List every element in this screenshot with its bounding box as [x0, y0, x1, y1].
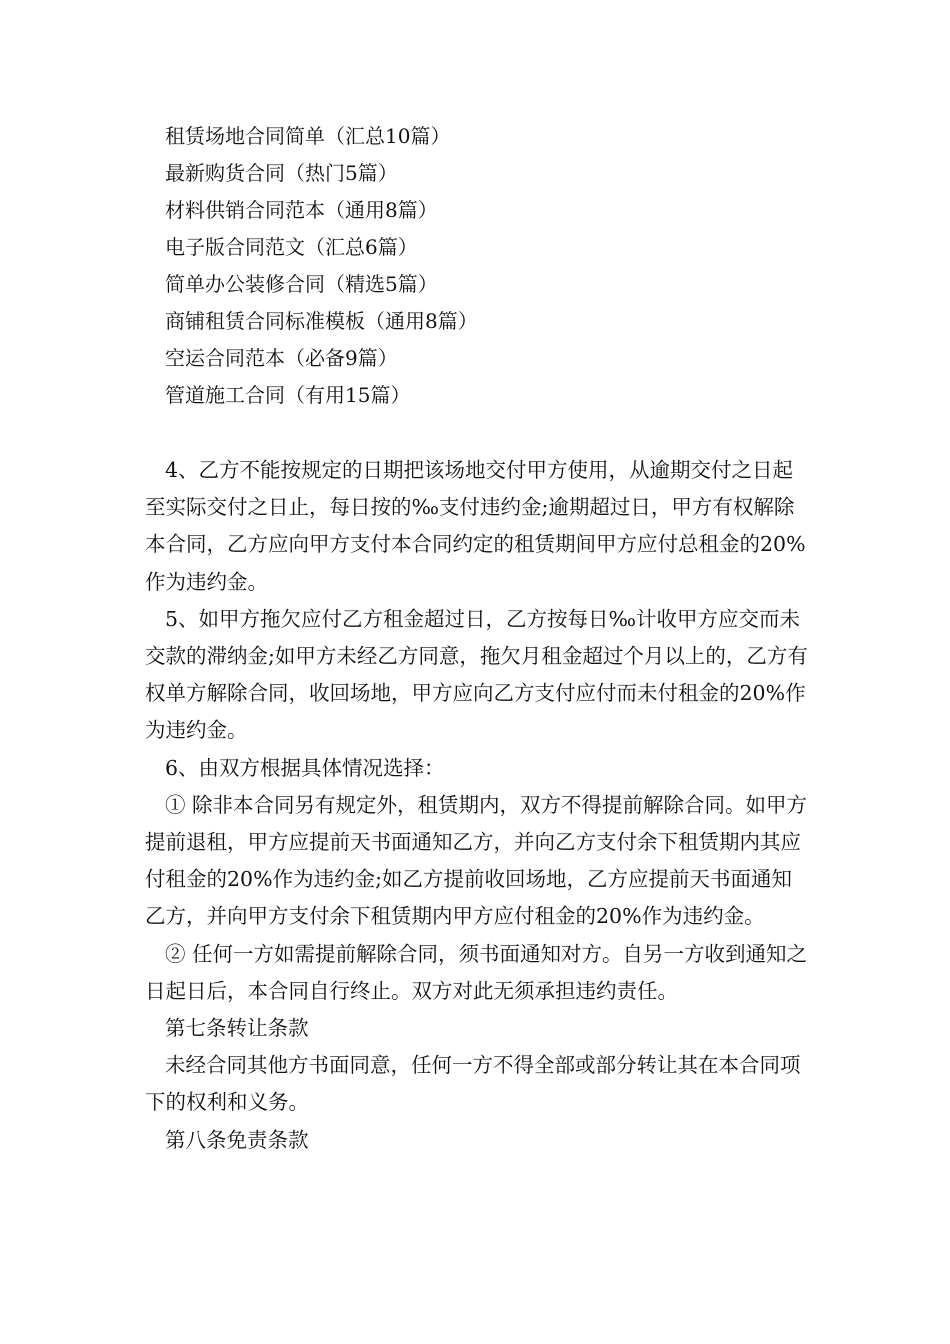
related-link-3[interactable]: 材料供销合同范本（通用8篇）: [165, 198, 438, 222]
related-link-2[interactable]: 最新购货合同（热门5篇）: [165, 161, 398, 185]
related-contracts-list: [165, 118, 478, 414]
related-link-5[interactable]: 简单办公装修合同（精选5篇）: [165, 272, 438, 296]
article-7-title: 第七条转让条款: [165, 1016, 309, 1041]
clause-4: 4、乙方不能按规定的日期把该场地交付甲方使用，从逾期交付之日起至实际交付之日止，每日按的‰支付违约金;逾期超过日，甲方有权解除本合同，乙方应向甲方支付本合同约定的租赁期间甲方应付总租金的20%作为违约金。: [145, 458, 806, 594]
related-link-4[interactable]: 电子版合同范文（汇总6篇）: [165, 235, 418, 259]
article-8-title: 第八条免责条款: [165, 1127, 309, 1152]
contract-body: [145, 452, 809, 1159]
related-link-1[interactable]: 租赁场地合同简单（汇总10篇）: [165, 124, 451, 148]
clause-6: 6、由双方根据具体情况选择：: [165, 755, 445, 780]
related-link-8[interactable]: 管道施工合同（有用15篇）: [165, 383, 411, 407]
clause-6-option-2: ② 任何一方如需提前解除合同，须书面通知对方。自另一方收到通知之日起日后，本合同自行终止。双方对此无须承担违约责任。: [145, 941, 808, 1003]
related-link-7[interactable]: 空运合同范本（必备9篇）: [165, 346, 398, 370]
article-7-text: 未经合同其他方书面同意，任何一方不得全部或部分转让其在本合同项下的权利和义务。: [145, 1053, 801, 1115]
clause-6-option-1: ① 除非本合同另有规定外，租赁期内，双方不得提前解除合同。如甲方提前退租，甲方应提前天书面通知乙方，并向乙方支付余下租赁期内其应付租金的20%作为违约金;如乙方提前收回场地，乙方应提前天书面通知乙方，并向甲方支付余下租赁期内甲方应付租金的20%作为违约金。: [145, 792, 808, 929]
clause-5: 5、如甲方拖欠应付乙方租金超过日，乙方按每日‰计收甲方应交而未交款的滞纳金;如甲方未经乙方同意，拖欠月租金超过个月以上的，乙方有权单方解除合同，收回场地，甲方应向乙方支付应付而未付租金的20%作为违约金。: [145, 606, 808, 743]
related-link-6[interactable]: 商铺租赁合同标准模板（通用8篇）: [165, 309, 478, 333]
